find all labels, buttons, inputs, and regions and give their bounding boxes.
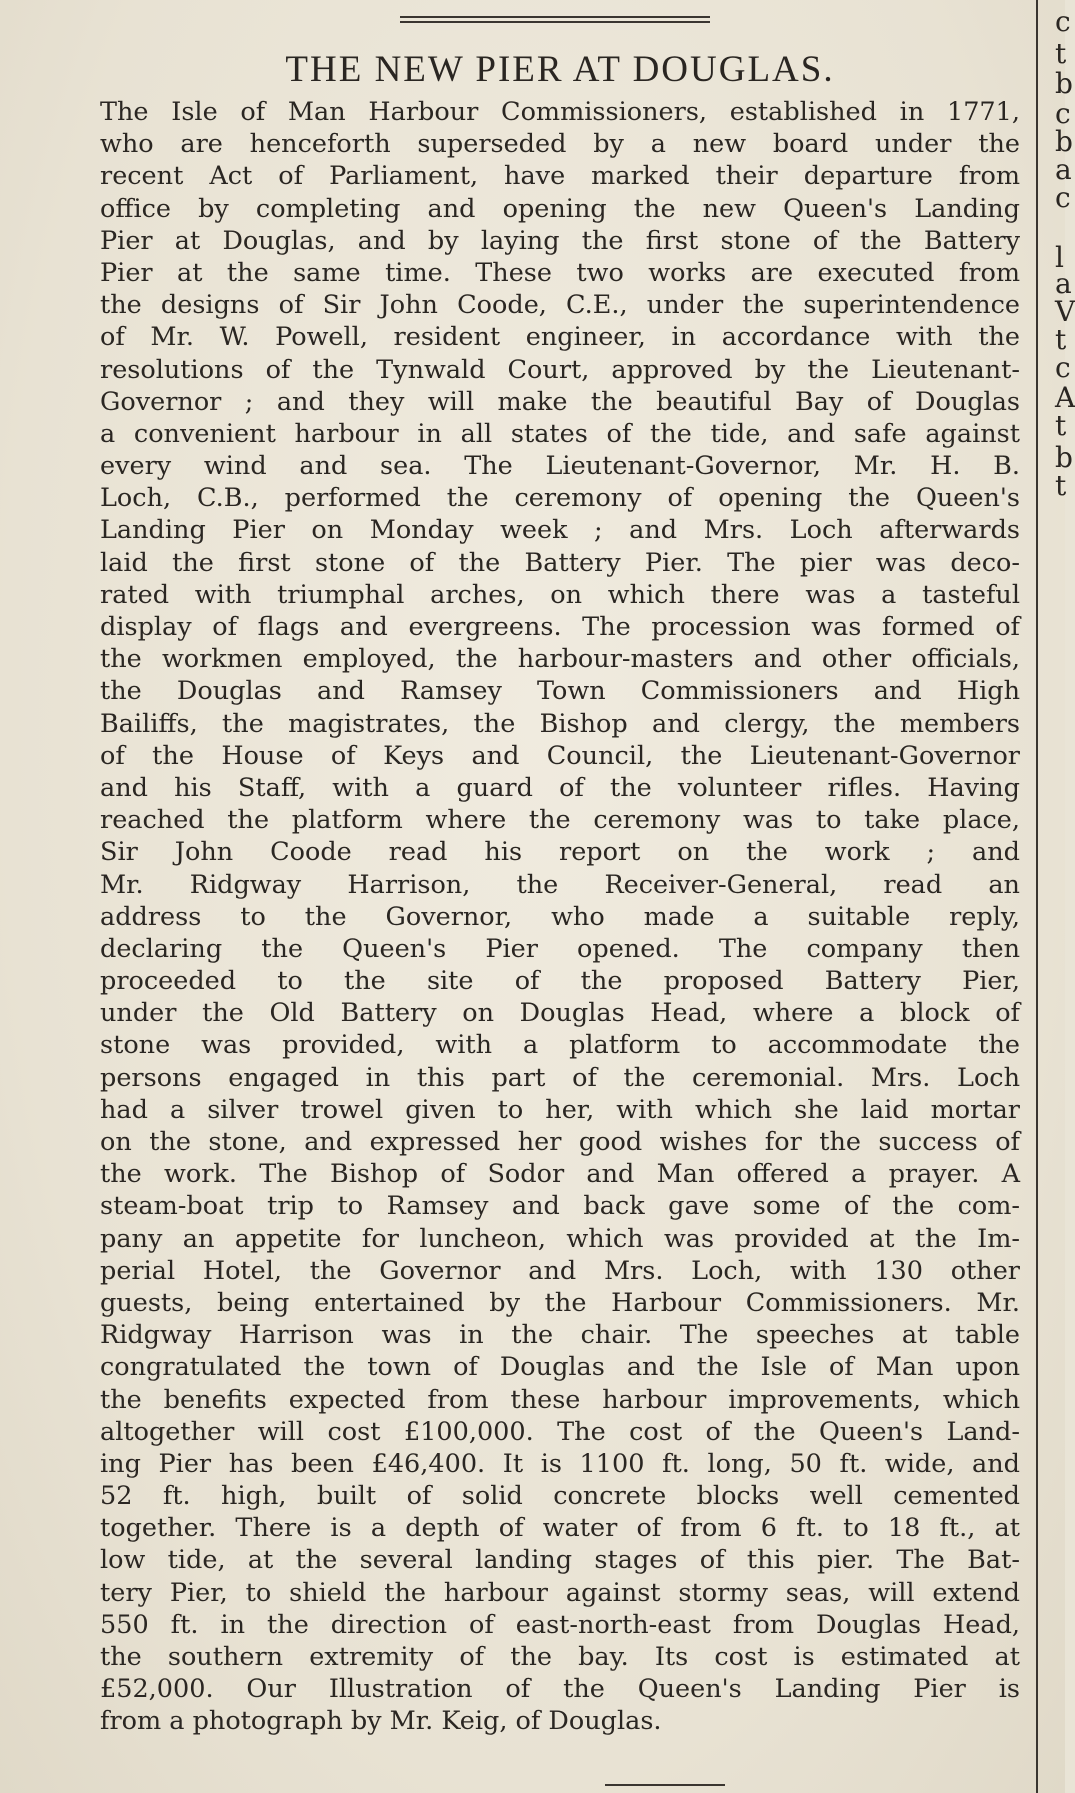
article-line: proceeded to the site of the proposed Battery Pier, — [100, 966, 1020, 997]
article-line: pany an appetite for luncheon, which was provided at the Im- — [100, 1223, 1020, 1254]
article-line: perial Hotel, the Governor and Mrs. Loch, with 130 other — [100, 1255, 1020, 1286]
article-line: the designs of Sir John Coode, C.E., under the superintendence — [100, 290, 1020, 321]
adjacent-column-letter: b — [1055, 441, 1073, 474]
article-line: Ridgway Harrison was in the chair. The speeches at table — [100, 1320, 1020, 1351]
article-line: low tide, at the several landing stages of this pier. The Bat- — [100, 1545, 1020, 1576]
article-line: under the Old Battery on Douglas Head, where a block of — [100, 998, 1020, 1029]
article-line: Landing Pier on Monday week ; and Mrs. Loch afterwards — [100, 515, 1020, 546]
article-line: declaring the Queen's Pier opened. The company then — [100, 933, 1020, 964]
adjacent-column-letter: c — [1055, 97, 1071, 130]
adjacent-column-letter: a — [1055, 267, 1072, 300]
article-line: guests, being entertained by the Harbour Commissioners. Mr. — [100, 1287, 1020, 1318]
article-line: laid the first stone of the Battery Pier. The pier was deco- — [100, 547, 1020, 578]
adjacent-column-fragment — [1048, 0, 1075, 1793]
article-line: display of flags and evergreens. The procession was formed of — [100, 612, 1020, 642]
article-title: THE NEW PIER AT DOUGLAS. — [285, 49, 835, 90]
article-line: tery Pier, to shield the harbour against stormy seas, will extend — [100, 1577, 1020, 1608]
adjacent-column-letter: t — [1055, 323, 1067, 356]
article-line: of Mr. W. Powell, resident engineer, in accordance with the — [100, 322, 1020, 353]
article-line: the southern extremity of the bay. Its cost is estimated at — [100, 1642, 1020, 1672]
article-line: altogether will cost £100,000. The cost of the Queen's Land- — [100, 1416, 1020, 1447]
adjacent-column-letter: a — [1055, 153, 1072, 186]
article-line: recent Act of Parliament, have marked their departure from — [100, 161, 1020, 192]
article-line: Pier at Douglas, and by laying the first stone of the Battery — [100, 225, 1020, 256]
column-divider — [1036, 0, 1038, 1793]
article-line: and his Staff, with a guard of the volunteer rifles. Having — [100, 772, 1020, 803]
adjacent-column-letter: c — [1055, 5, 1071, 38]
article-line: of the House of Keys and Council, the Lieutenant-Governor — [100, 740, 1020, 771]
adjacent-column-letter: l — [1055, 241, 1064, 274]
article-line: together. There is a depth of water of from 6 ft. to 18 ft., at — [100, 1513, 1020, 1544]
article-line: resolutions of the Tynwald Court, approved by the Lieutenant- — [100, 354, 1020, 385]
article-line: a convenient harbour in all states of the tide, and safe against — [100, 418, 1020, 449]
article-line: on the stone, and expressed her good wishes for the success of — [100, 1127, 1020, 1157]
article-line: stone was provided, with a platform to accommodate the — [100, 1030, 1020, 1061]
article-body — [100, 96, 1020, 1738]
article-line: the work. The Bishop of Sodor and Man offered a prayer. A — [100, 1159, 1020, 1190]
article-line: 52 ft. high, built of solid concrete blocks well cemented — [100, 1481, 1020, 1512]
article-line: Pier at the same time. These two works are executed from — [100, 257, 1020, 288]
article-line: reached the platform where the ceremony was to take place, — [100, 805, 1020, 836]
article-line: Mr. Ridgway Harrison, the Receiver-General, read an — [100, 869, 1020, 900]
adjacent-column-letter: A — [1055, 381, 1075, 414]
article-line: ing Pier has been £46,400. It is 1100 ft. long, 50 ft. wide, and — [100, 1448, 1020, 1479]
article-line: had a silver trowel given to her, with which she laid mortar — [100, 1094, 1020, 1125]
bottom-rule — [605, 1784, 725, 1786]
article-line: Sir John Coode read his report on the work ; and — [100, 837, 1020, 868]
adjacent-column-letter: V — [1055, 295, 1075, 328]
article-line: steam-boat trip to Ramsey and back gave some of the com- — [100, 1191, 1020, 1222]
adjacent-column-letter: t — [1055, 469, 1067, 502]
article-line: every wind and sea. The Lieutenant-Governor, Mr. H. B. — [100, 451, 1020, 482]
article-line: rated with triumphal arches, on which there was a tasteful — [100, 579, 1020, 610]
adjacent-column-letter: c — [1055, 181, 1071, 214]
article-line: 550 ft. in the direction of east-north-east from Douglas Head, — [100, 1609, 1020, 1640]
article-line: who are henceforth superseded by a new board under the — [100, 129, 1020, 160]
adjacent-column-letter: t — [1055, 409, 1067, 442]
article-line: from a photograph by Mr. Keig, of Douglas. — [100, 1706, 662, 1737]
article-line: persons engaged in this part of the ceremonial. Mrs. Loch — [100, 1062, 1020, 1093]
article-line: office by completing and opening the new Queen's Landing — [100, 193, 1020, 224]
article-line: Governor ; and they will make the beautiful Bay of Douglas — [100, 386, 1020, 417]
article-line: £52,000. Our Illustration of the Queen's Landing Pier is — [100, 1674, 1020, 1705]
adjacent-column-letter: b — [1055, 125, 1073, 158]
adjacent-column-letter: b — [1055, 67, 1073, 100]
article-line: Bailiffs, the magistrates, the Bishop and clergy, the members — [100, 708, 1020, 739]
adjacent-column-letter: t — [1055, 37, 1067, 70]
article-line: address to the Governor, who made a suitable reply, — [100, 901, 1020, 932]
adjacent-column-letter: c — [1055, 351, 1071, 384]
top-double-rule — [400, 16, 710, 23]
article-line: congratulated the town of Douglas and the Isle of Man upon — [100, 1352, 1020, 1383]
article-line: Loch, C.B., performed the ceremony of opening the Queen's — [100, 483, 1020, 514]
article-line: the workmen employed, the harbour-masters and other officials, — [100, 644, 1020, 675]
article-line: the benefits expected from these harbour improvements, which — [100, 1384, 1020, 1415]
article-line: The Isle of Man Harbour Commissioners, established in 1771, — [100, 97, 1020, 127]
article-line: the Douglas and Ramsey Town Commissioners and High — [100, 676, 1020, 707]
